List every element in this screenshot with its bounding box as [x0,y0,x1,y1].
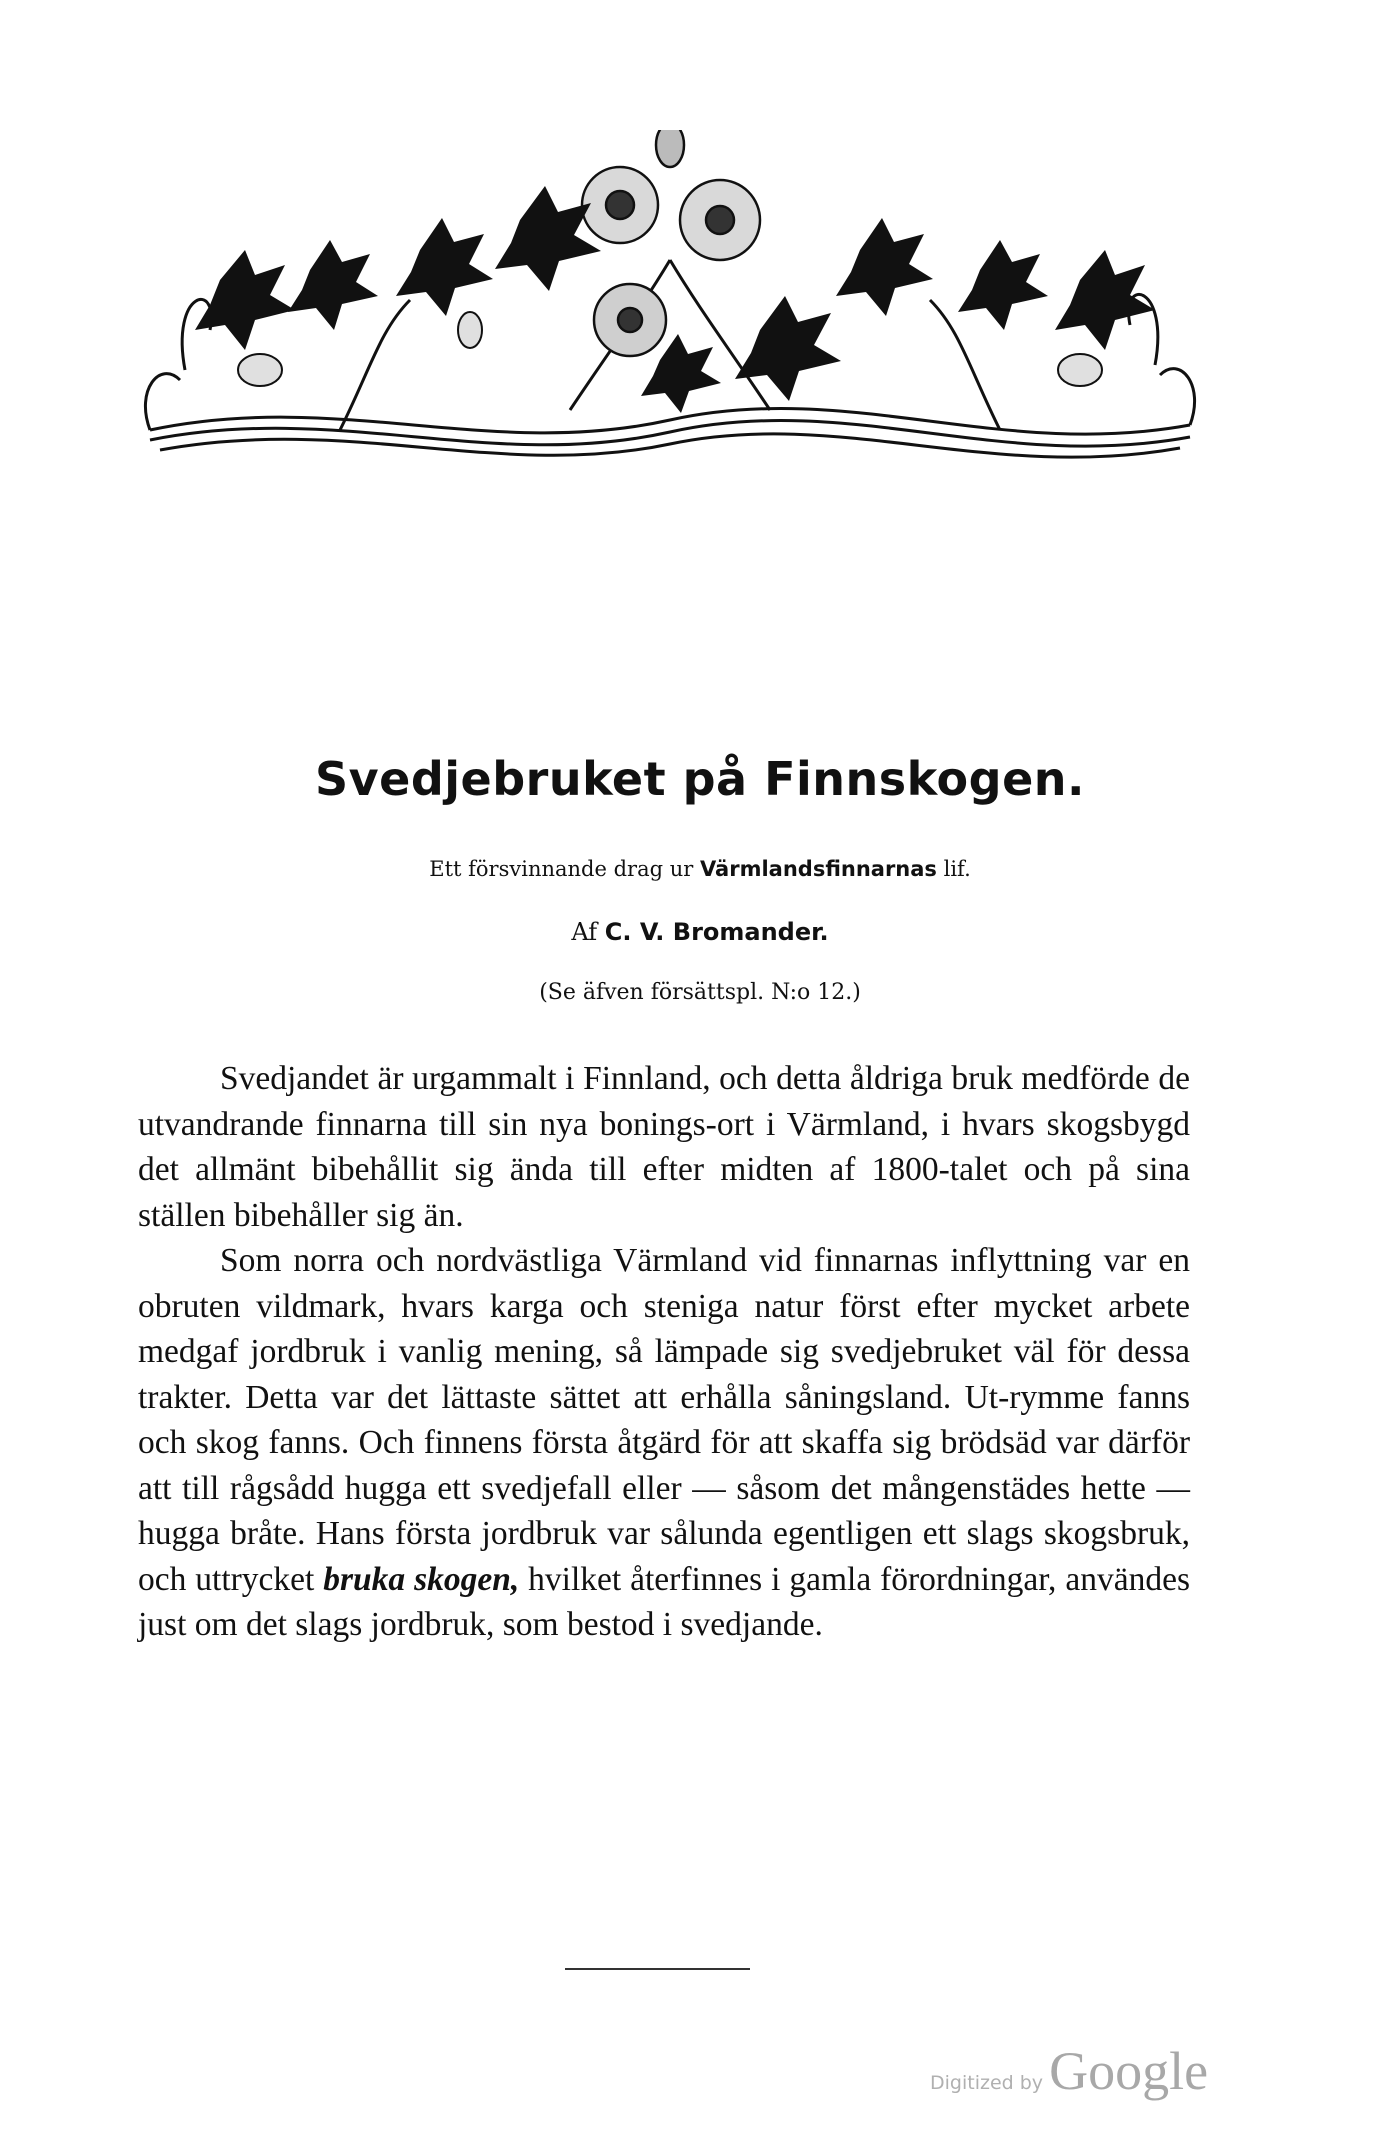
digitization-watermark [930,2040,1230,2100]
author-byline [0,918,1400,946]
floral-ornament-header [140,130,1200,470]
watermark-brand: Google [1049,2041,1209,2101]
watermark-prefix: Digitized by [930,2072,1050,2094]
paragraph [138,1238,1190,1648]
subtitle-text-end: lif. [936,857,971,881]
author-name: C. V. Bromander. [604,918,829,946]
section-end-rule [565,1968,750,1970]
subtitle-text-start: Ett försvinnande drag ur [429,857,700,881]
article-body [138,1056,1190,1648]
italic-phrase: bruka skogen, [323,1560,520,1598]
plate-reference-note: (Se äfven försättspl. N:o 12.) [539,980,861,1005]
author-prefix: Af [571,918,605,946]
article-title: Svedjebruket på Finnskogen. [315,752,1085,806]
subtitle-emphasis: Värmlandsfinnarnas [699,857,937,881]
paragraph: Svedjandet är urgammalt i Finnland, och detta åldriga bruk medförde de utvandrande finnarna till sin nya bonings-ort i Värmland, i hvars skogsbygd det allmänt bibehållit sig ända till efter midten af 1800-talet och på sina ställen bibehåller sig än. [138,1060,1190,1234]
article-subtitle [0,857,1400,881]
paragraph-text: Som norra och nordvästliga Värmland vid finnarnas inflyttning var en obruten vildmark, hvars karga och steniga natur först efter mycket arbete medgaf jordbruk i vanlig mening, så lämpade sig svedjebruket väl för dessa trakter. Detta var det lättaste sättet att erhålla såningsland. Ut-rymme fanns och skog fanns. Och finnens första åtgärd för att skaffa sig brödsäd var därför att till rågsådd hugga ett svedjefall eller — såsom det mångenstädes hette — hugga bråte. Hans första jordbruk var sålunda egentligen ett slags skogsbruk, och uttrycket [138,1242,1190,1598]
paragraph-text: hvilket återfinnes i gamla förordningar, användes just om det slags jordbruk, som bestod i svedjande. [138,1560,1190,1643]
